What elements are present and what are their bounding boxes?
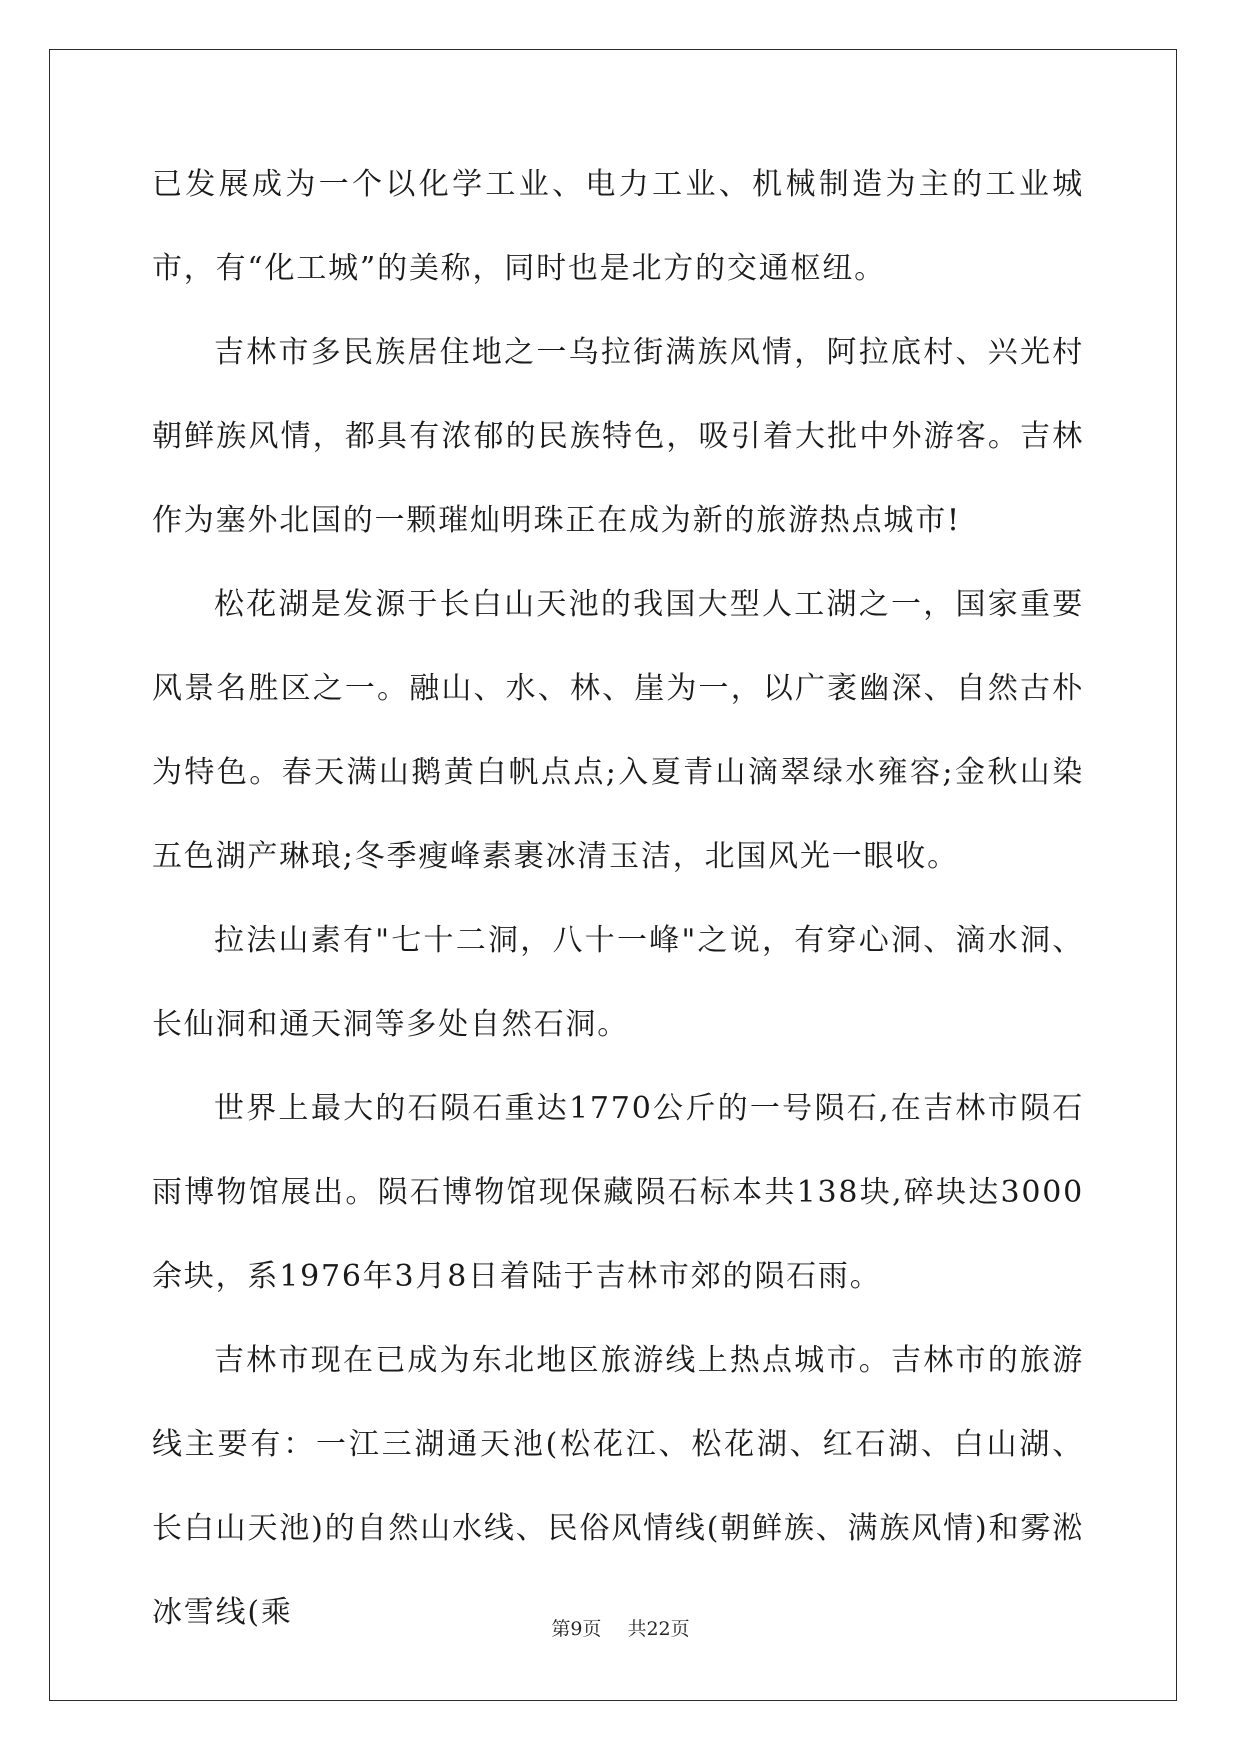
paragraph-4: 拉法山素有"七十二洞，八十一峰"之说，有穿心洞、滴水洞、长仙洞和通天洞等多处自然石洞。 bbox=[152, 923, 1084, 1042]
paragraph-2: 吉林市多民族居住地之一乌拉街满族风情，阿拉底村、兴光村朝鲜族风情，都具有浓郁的民族特色，吸引着大批中外游客。吉林作为塞外北国的一颗璀灿明珠正在成为新的旅游热点城市! bbox=[152, 335, 1084, 538]
page-footer bbox=[0, 1614, 1241, 1641]
paragraph-1: 已发展成为一个以化学工业、电力工业、机械制造为主的工业城市，有“化工城”的美称，同时也是北方的交通枢纽。 bbox=[152, 167, 1084, 286]
document-body bbox=[152, 143, 1084, 1655]
page-total: 共22页 bbox=[627, 1618, 690, 1640]
page-number: 第9页 bbox=[551, 1618, 602, 1640]
paragraph-6: 吉林市现在已成为东北地区旅游线上热点城市。吉林市的旅游线主要有：一江三湖通天池(松花江、松花湖、红石湖、白山湖、长白山天池)的自然山水线、民俗风情线(朝鲜族、满族风情)和雾淞冰雪线(乘 bbox=[152, 1343, 1084, 1630]
paragraph-3: 松花湖是发源于长白山天池的我国大型人工湖之一，国家重要风景名胜区之一。融山、水、林、崖为一，以广袤幽深、自然古朴为特色。春天满山鹅黄白帆点点;入夏青山滴翠绿水雍容;金秋山染五色湖产琳琅;冬季瘦峰素裹冰清玉洁，北国风光一眼收。 bbox=[152, 587, 1084, 874]
paragraph-5: 世界上最大的石陨石重达1770公斤的一号陨石,在吉林市陨石雨博物馆展出。陨石博物馆现保藏陨石标本共138块,碎块达3000余块，系1976年3月8日着陆于吉林市郊的陨石雨。 bbox=[152, 1091, 1084, 1294]
